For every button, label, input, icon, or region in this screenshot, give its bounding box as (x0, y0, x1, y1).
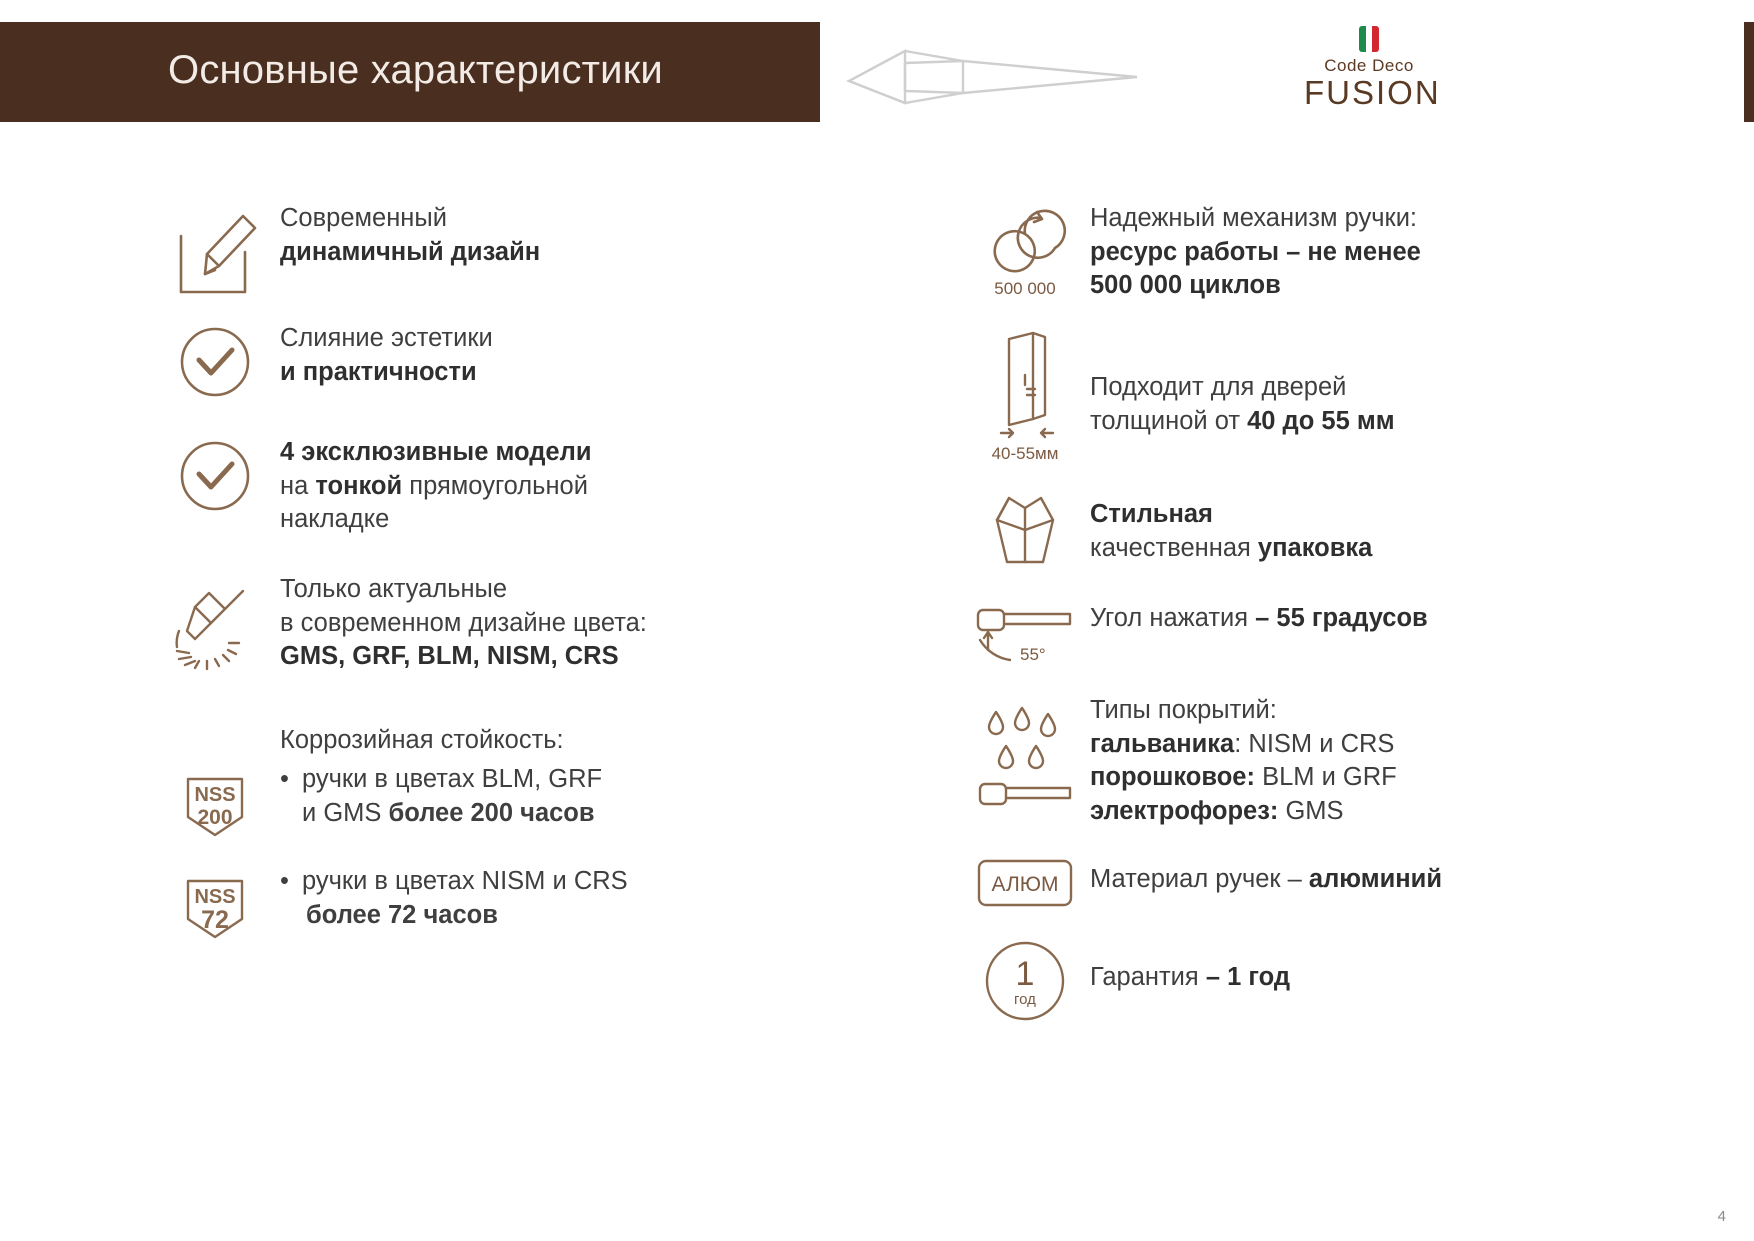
text-line: Стильная (1090, 499, 1213, 528)
bullet-marker: • (280, 866, 289, 895)
aluminium-tag-icon (960, 853, 1090, 911)
feature-modern-design-text (280, 200, 540, 269)
text-line: 500 000 циклов (1090, 271, 1281, 300)
text-line: гальваника: NISM и CRS (1090, 729, 1395, 758)
feature-material (960, 853, 1660, 911)
aluminium-label: АЛЮМ (991, 872, 1059, 896)
text-line: и практичности (280, 357, 477, 386)
feature-exclusive-models-text (280, 434, 592, 537)
text-line: Угол нажатия – 55 градусов (1090, 603, 1428, 632)
feature-nss-200 (150, 763, 850, 847)
infinity-icon-caption: 500 000 (994, 279, 1056, 298)
text-line: Подходит для дверей (1090, 372, 1347, 401)
feature-colors-text (280, 571, 647, 674)
handle-angle-icon (960, 596, 1090, 670)
handle-outline-decoration (845, 45, 1140, 110)
feature-door-thickness (960, 327, 1660, 464)
nss-badge-title: NSS (194, 783, 236, 806)
warranty-one-year-icon (960, 933, 1090, 1027)
nss-badge-icon (150, 865, 280, 949)
header-right-edge (1744, 22, 1754, 122)
bullet-marker: • (280, 764, 289, 793)
left-feature-column (150, 200, 850, 959)
page-title: Основные характеристики (168, 48, 663, 92)
infinity-cycles-icon (960, 200, 1090, 299)
text-line: Гарантия – 1 год (1090, 962, 1291, 991)
right-feature-column (960, 200, 1660, 1037)
text-line: в современном дизайне цвета: (280, 608, 647, 637)
paint-brush-palette-icon (150, 571, 280, 673)
bullet-text: ручки в цветах BLM, GRF (302, 764, 603, 793)
coating-drops-handle-icon (960, 692, 1090, 820)
feature-packaging (960, 486, 1660, 570)
feature-press-angle (960, 596, 1660, 670)
warranty-unit: год (1014, 990, 1036, 1008)
check-circle-icon (150, 434, 280, 516)
text-line: ресурс работы – не менее (1090, 237, 1421, 266)
nss-badge-title: NSS (194, 885, 236, 908)
bullet-text: ручки в цветах NISM и CRS (302, 866, 628, 895)
nss-badge-icon (150, 763, 280, 847)
feature-packaging-text (1090, 486, 1372, 565)
text-line: Современный (280, 204, 447, 232)
warranty-number: 1 (1015, 954, 1035, 993)
nss-badge-value: 72 (201, 905, 229, 934)
text-line: на тонкой прямоугольной (280, 471, 588, 500)
door-thickness-icon (960, 327, 1090, 464)
nss-badge-value: 200 (197, 805, 233, 829)
text-line: GMS, GRF, BLM, NISM, CRS (280, 642, 619, 671)
text-line: порошковое: BLM и GRF (1090, 763, 1397, 792)
feature-mechanism-cycles (960, 200, 1660, 303)
text-line: накладке (280, 505, 390, 534)
bullet-item (280, 865, 628, 899)
feature-aesthetics-practicality (150, 320, 850, 402)
feature-modern-design (150, 200, 850, 298)
italy-flag-icon (1359, 26, 1379, 52)
text-line: и GMS более 200 часов (302, 798, 595, 827)
text-line: Слияние эстетики (280, 324, 493, 352)
text-line: Материал ручек – алюминий (1090, 864, 1443, 893)
feature-colors (150, 571, 850, 674)
open-box-icon (960, 486, 1090, 570)
feature-nss-72-text (280, 865, 628, 932)
text-line: более 72 часов (306, 900, 498, 929)
feature-press-angle-text (1090, 596, 1428, 636)
logo-brand-bottom: FUSION (1304, 74, 1441, 111)
feature-exclusive-models (150, 434, 850, 537)
page-number: 4 (1717, 1208, 1726, 1225)
text-line: толщиной от 40 до 55 мм (1090, 406, 1395, 435)
check-circle-icon (150, 320, 280, 402)
feature-mechanism-text (1090, 200, 1421, 303)
feature-aesthetics-text (280, 320, 493, 389)
text-line: качественная упаковка (1090, 533, 1373, 562)
feature-door-text (1090, 327, 1395, 438)
brand-logo (1304, 26, 1441, 112)
door-icon-caption: 40-55мм (991, 443, 1059, 463)
feature-warranty (960, 933, 1660, 1027)
feature-coating-text (1090, 692, 1397, 829)
feature-nss-200-text (280, 763, 602, 830)
text-line: Надежный механизм ручки: (1090, 204, 1418, 232)
logo-brand-top: Code Deco (1324, 56, 1414, 75)
feature-nss-72 (150, 865, 850, 949)
text-line: динамичный дизайн (280, 237, 541, 266)
angle-label: 55° (1020, 644, 1046, 664)
text-line: Типы покрытий: (1090, 695, 1277, 724)
text-line: Только актуальные (280, 574, 508, 603)
pencil-edit-icon (150, 200, 280, 298)
feature-warranty-text (1090, 933, 1290, 995)
corrosion-resistance-label: Коррозийная стойкость: (280, 725, 564, 754)
feature-material-text (1090, 853, 1442, 897)
bullet-item (280, 763, 602, 797)
feature-coating-types (960, 692, 1660, 829)
text-line: 4 эксклюзивные модели (280, 438, 592, 466)
text-line: электрофорез: GMS (1090, 796, 1344, 825)
